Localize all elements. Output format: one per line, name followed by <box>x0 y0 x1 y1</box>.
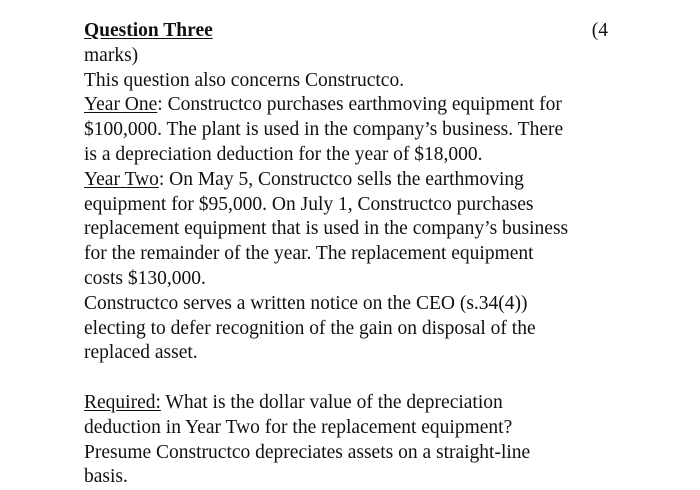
paragraph-gap <box>84 366 644 391</box>
year-one-text-1: : Constructco purchases earthmoving equipment for <box>157 94 562 116</box>
year-two-line-2: equipment for $95,000. On July 1, Constructco purchases <box>84 193 534 215</box>
year-two-line-4: for the remainder of the year. The replacement equipment <box>84 243 534 265</box>
notice-line-2: electing to defer recognition of the gain on disposal of the <box>84 317 536 339</box>
year-two-label: Year Two <box>84 168 159 190</box>
required-line-3: Presume Constructco depreciates assets on a straight-line <box>84 441 531 463</box>
required-line-1 <box>84 391 644 416</box>
year-one-line-2: $100,000. The plant is used in the company’s business. There <box>84 119 564 141</box>
marks-close: marks) <box>84 44 139 66</box>
required-label: Required: <box>84 391 161 413</box>
intro-text: This question also concerns Constructco. <box>84 69 405 91</box>
required-line-2: deduction in Year Two for the replacement equipment? <box>84 416 513 438</box>
required-text-1: What is the dollar value of the depreciation <box>160 391 503 413</box>
year-one-label: Year One <box>84 94 158 116</box>
notice-line-1: Constructco serves a written notice on the CEO (s.34(4)) <box>84 292 528 314</box>
year-one-line-3: is a depreciation deduction for the year of $18,000. <box>84 143 483 165</box>
year-two-text-1: : On May 5, Constructco sells the earthmoving <box>158 168 524 190</box>
year-two-line-3: replacement equipment that is used in the company’s business <box>84 218 569 240</box>
marks-open: (4 <box>591 20 608 41</box>
question-title: Question Three <box>84 20 213 41</box>
year-one-line-1 <box>84 93 644 118</box>
title-row <box>84 19 608 44</box>
required-line-4: basis. <box>84 466 128 488</box>
question-document <box>84 19 644 490</box>
notice-line-3: replaced asset. <box>84 342 198 364</box>
year-two-line-1 <box>84 168 644 193</box>
year-two-line-5: costs $130,000. <box>84 267 206 289</box>
